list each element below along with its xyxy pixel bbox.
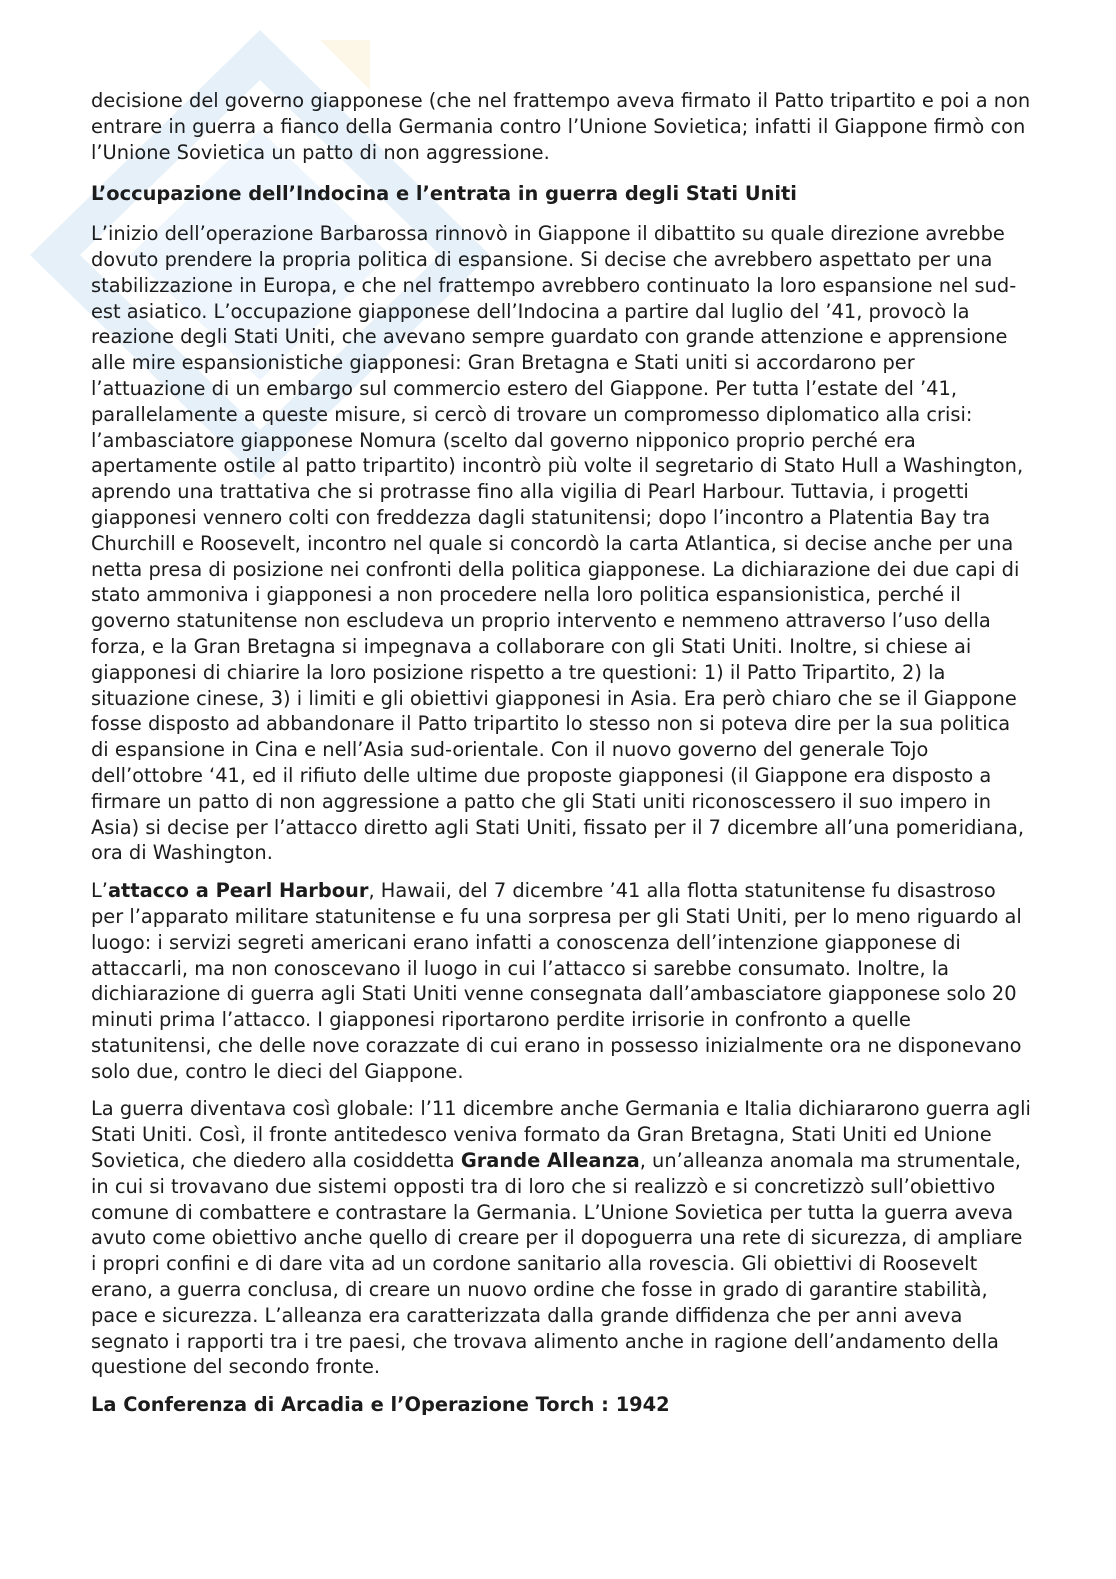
pearl-rest: , Hawaii, del 7 dicembre ’41 alla flotta statunitense fu disastroso per l’apparato militare statunitense e fu una sorpresa per gli Stati Uniti, per lo meno riguardo al luogo: i servizi segreti americani erano infatti a conoscenza dell’intenzione giapponese di attaccarli, ma non conoscevano il luogo in cui l’attacco si sarebbe consumato. Inoltre, la dichiarazione di guerra agli Stati Uniti venne consegnata dall’ambasciatore giapponese solo 20 minuti prima l’attacco. I giapponesi riportarono perdite irrisorie in confronto a quelle statunitensi, che delle nove corazzate di cui erano in possesso inizialmente ora ne disponevano solo due, contro le dieci del Giappone. [91,879,1022,1083]
pearl-prefix: L’ [91,879,108,903]
alliance-rest: , un’alleanza anomala ma strumentale, in cui si trovavano due sistemi opposti tra di loro che si realizzò e si concretizzò sull’obiettivo comune di combattere e contrastare la Germania. L’Unione Sovietica per tutta la guerra aveva avuto come obiettivo anche quello di creare per il dopoguerra una rete di sicurezza, di ampliare i propri confini e di dare vita ad un cordone sanitario alla rovescia. Gli obiettivi di Roosevelt erano, a guerra conclusa, di creare un nuovo ordine che fosse in grado di garantire stabilità, pace e sicurezza. L’alleanza era caratterizzata dalla grande diffidenza che per anni aveva segnato i rapporti tra i tre paesi, che trovava alimento anche in ragione dell’andamento della questione del secondo fronte. [91,1149,1023,1379]
section-heading-arcadia: La Conferenza di Arcadia e l’Operazione Torch : 1942 [91,1393,670,1417]
grande-alleanza-bold: Grande Alleanza [460,1149,640,1173]
indocina-paragraph: L’inizio dell’operazione Barbarossa rinnovò in Giappone il dibattito su quale direzione avrebbe dovuto prendere la propria politica di espansione. Si decise che avrebbero aspettato per una stabilizzazione in Europa, e che nel frattempo avrebbero continuato la loro espansione nel sud-est asiatico. L’occupazione giapponese dell’Indocina a partire dal luglio del ’41, provocò la reazione degli Stati Uniti, che avevano sempre guardato con grande attenzione e apprensione alle mire espansionistiche giapponesi: Gran Bretagna e Stati uniti si accordarono per l’attuazione di un embargo sul commercio estero del Giappone. Per tutta l’estate del ’41, parallelamente a queste misure, si cercò di trovare un compromesso diplomatico alla crisi: l’ambasciatore giapponese Nomura (scelto dal governo nipponico proprio perché era apertamente ostile al patto tripartito) incontrò più volte il segretario di Stato Hull a Washington, aprendo una trattativa che si protrasse fino alla vigilia di Pearl Harbour. Tuttavia, i progetti giapponesi vennero colti con freddezza dagli statunitensi; dopo l’incontro a Platentia Bay tra Churchill e Roosevelt, incontro nel quale si concordò la carta Atlantica, si decise anche per una netta presa di posizione nei confronti della politica giapponese. La dichiarazione dei due capi di stato ammoniva i giapponesi a non procedere nella loro politica espansionistica, perché il governo statunitense non escludeva un proprio intervento e nemmeno attraverso l’uso della forza, e la Gran Bretagna si impegnava a collaborare con gli Stati Uniti. Inoltre, si chiese ai giapponesi di chiarire la loro posizione rispetto a tre questioni: 1) il Patto Tripartito, 2) la situazione cinese, 3) i limiti e gli obiettivi giapponesi in Asia. Era però chiaro che se il Giappone fosse disposto ad abbandonare il Patto tripartito lo stesso non si poteva dire per la sua politica di espansione in Cina e nell’Asia sud-orientale. Con il nuovo governo del generale Tojo dell’ottobre ‘41, ed il rifiuto delle ultime due proposte giapponesi (il Giappone era disposto a firmare un patto di non aggressione a patto che gli Stati uniti riconoscessero il suo impero in Asia) si decise per l’attacco diretto agli Stati Uniti, fissato per il 7 dicembre all’una pomeridiana, ora di Washington. [91,222,1024,865]
pearl-harbour-bold: attacco a Pearl Harbour [107,879,369,903]
section-heading-indocina: L’occupazione dell’Indocina e l’entrata in guerra degli Stati Uniti [91,182,797,206]
pearl-harbour-paragraph [91,878,1031,1084]
alliance-prefix: La guerra diventava così globale: l’11 dicembre anche Germania e Italia dichiararono guerra agli Stati Uniti. Così, il fronte antitedesco veniva formato da Gran Bretagna, Stati Uniti ed Unione Sovietica, che diedero alla cosiddetta [91,1097,1031,1173]
intro-paragraph: decisione del governo giapponese (che nel frattempo aveva firmato il Patto tripartito e poi a non entrare in guerra a fianco della Germania contro l’Unione Sovietica; infatti il Giappone firmò con l’Unione Sovietica un patto di non aggressione. [91,89,1031,164]
grande-alleanza-paragraph [91,1096,1031,1380]
document-page [91,88,1031,1432]
